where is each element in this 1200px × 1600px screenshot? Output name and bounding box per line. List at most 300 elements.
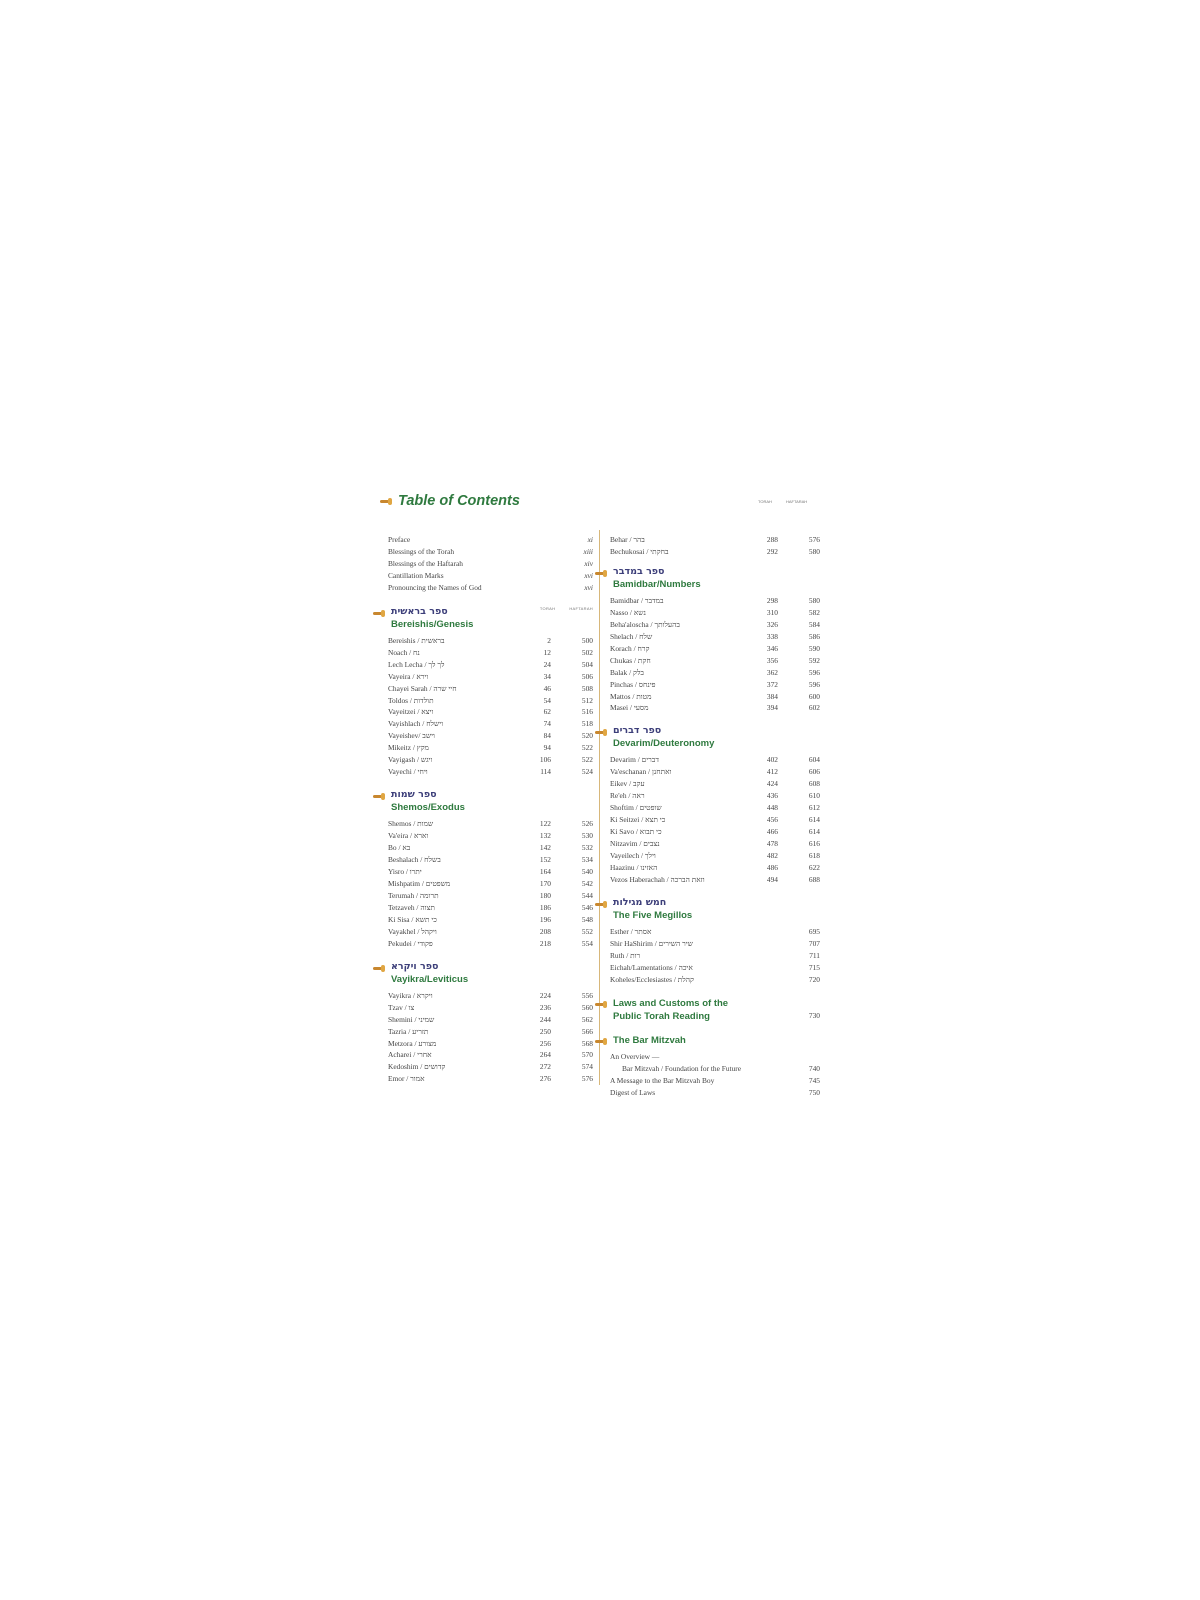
entry-torah-page: 482	[766, 851, 778, 861]
toc-entry	[388, 659, 593, 671]
entry-page: 745	[808, 1075, 820, 1085]
toc-entry	[388, 695, 593, 707]
entry-page: xiii	[583, 546, 593, 556]
toc-entry	[388, 902, 593, 914]
toc-entry	[388, 754, 593, 766]
toc-entry	[388, 558, 593, 570]
entry-page: xvi	[584, 582, 593, 592]
toc-entry	[610, 667, 820, 679]
toc-entry	[388, 914, 593, 926]
entry-name: Bo / בא	[388, 843, 411, 853]
section-english-title: Bereishis/Genesis	[391, 618, 474, 630]
entry-haftarah-page: 622	[808, 863, 820, 873]
toc-title	[380, 493, 520, 509]
haftarah-label: HAFTARAH	[569, 605, 593, 611]
toc-entry	[610, 655, 820, 667]
entry-torah-page: 402	[766, 755, 778, 765]
entry-rows	[388, 635, 593, 778]
section-numbers	[610, 566, 820, 715]
entry-name: Haazinu / האזינו	[610, 863, 658, 873]
entry-haftarah-page: 596	[808, 667, 820, 677]
toc-entry	[388, 842, 593, 854]
entry-torah-page: 62	[543, 707, 551, 717]
entry-haftarah-page: 568	[581, 1038, 593, 1048]
ornament-icon	[595, 1000, 609, 1008]
entry-torah-page: 276	[539, 1074, 551, 1084]
entry-name: Noach / נח	[388, 647, 420, 657]
entry-name: Beshalach / בשלח	[388, 855, 441, 865]
entry-haftarah-page: 608	[808, 779, 820, 789]
entry-torah-page: 46	[543, 683, 551, 693]
toc-entry	[610, 619, 820, 631]
section-laws	[610, 997, 820, 1023]
toc-entry	[610, 926, 820, 938]
toc-entry	[388, 938, 593, 950]
entry-torah-page: 362	[766, 667, 778, 677]
toc-entry	[388, 1038, 593, 1050]
entry-haftarah-page: 560	[581, 1002, 593, 1012]
entry-haftarah-page: 502	[581, 647, 593, 657]
entry-haftarah-page: 542	[581, 878, 593, 888]
entry-name: Re'eh / ראה	[610, 791, 645, 801]
section-hebrew-title: חמש מגילות	[613, 896, 667, 908]
entry-torah-page: 494	[766, 874, 778, 884]
right-column	[610, 530, 820, 1110]
entry-torah-page: 208	[539, 926, 551, 936]
toc-entry	[388, 818, 593, 830]
entry-haftarah-page: 504	[581, 659, 593, 669]
entry-torah-page: 244	[539, 1014, 551, 1024]
entry-haftarah-page: 544	[581, 890, 593, 900]
torah-label: TORAH	[758, 499, 772, 504]
entry-torah-page: 152	[539, 855, 551, 865]
entry-torah-page: 74	[543, 719, 551, 729]
entry-name: Nasso / נשא	[610, 607, 646, 617]
toc-entry	[388, 854, 593, 866]
entry-name: Vayeishev/ וישב	[388, 731, 435, 741]
section-head	[595, 566, 820, 591]
entry-name: Emor / אמור	[388, 1074, 425, 1084]
section-titles	[613, 897, 692, 922]
entry-name: Mishpatim / משפטים	[388, 878, 451, 888]
entry-haftarah-page: 590	[808, 643, 820, 653]
toc-entry	[388, 990, 593, 1002]
toc-entry	[388, 1061, 593, 1073]
bar-mitzvah-head	[595, 1034, 820, 1047]
toc-entry	[388, 878, 593, 890]
entry-torah-page: 478	[766, 839, 778, 849]
entry-haftarah-page: 530	[581, 831, 593, 841]
entry-torah-page: 170	[539, 878, 551, 888]
entry-page: xvi	[584, 570, 593, 580]
toc-entry	[388, 766, 593, 778]
section-exodus	[388, 789, 593, 949]
toc-entry	[610, 838, 820, 850]
entry-name: Behar / בהר	[610, 535, 645, 544]
entry-name: Mattos / מטות	[610, 691, 652, 701]
toc-entry	[388, 683, 593, 695]
section-titles	[613, 566, 701, 591]
toc-entry	[610, 1063, 820, 1075]
entry-name: Tetzaveh / תצוה	[388, 902, 435, 912]
entry-haftarah-page: 506	[581, 671, 593, 681]
entry-torah-page: 298	[766, 595, 778, 605]
toc-entry	[610, 938, 820, 950]
entry-haftarah-page: 616	[808, 839, 820, 849]
entry-haftarah-page: 586	[808, 631, 820, 641]
entry-rows	[388, 534, 593, 594]
section-head	[373, 789, 593, 814]
entry-haftarah-page: 534	[581, 855, 593, 865]
entry-haftarah-page: 522	[581, 755, 593, 765]
entry-name: Vayikra / ויקרא	[388, 990, 433, 1000]
entry-torah-page: 164	[539, 867, 551, 877]
entry-name: Chayei Sarah / חיי שרה	[388, 683, 457, 693]
entry-page: 750	[808, 1087, 820, 1097]
entry-torah-page: 338	[766, 631, 778, 641]
toc-entry	[610, 950, 820, 962]
entry-haftarah-page: 610	[808, 791, 820, 801]
entry-torah-page: 264	[539, 1050, 551, 1060]
laws-head	[595, 997, 820, 1023]
left-column	[388, 530, 593, 1096]
section-deuteronomy	[610, 725, 820, 885]
section-english-title: Vayikra/Leviticus	[391, 973, 469, 985]
toc-title-text: Table of Contents	[398, 493, 520, 509]
toc-entry	[610, 691, 820, 703]
entry-torah-page: 224	[539, 990, 551, 1000]
entry-torah-page: 2	[547, 635, 551, 645]
entry-name: Chukas / חקת	[610, 655, 651, 665]
entry-torah-page: 346	[766, 643, 778, 653]
torah-label: TORAH	[539, 605, 556, 611]
entry-name: Eichah/Lamentations / איכה	[610, 962, 693, 972]
entry-torah-page: 34	[543, 671, 551, 681]
toc-entry	[610, 534, 820, 546]
ornament-icon	[373, 792, 387, 800]
entry-name: Mikeitz / מקץ	[388, 743, 429, 753]
section-genesis	[388, 606, 593, 778]
entry-name: Vayigash / ויגש	[388, 755, 433, 765]
entry-torah-page: 114	[540, 767, 551, 777]
entry-name: Preface	[388, 535, 411, 544]
entry-rows	[388, 818, 593, 949]
toc-entry	[388, 1073, 593, 1085]
entry-name: Nitzavim / נצבים	[610, 839, 660, 849]
section-hebrew-title: ספר ויקרא	[391, 960, 439, 972]
entry-page: xiv	[584, 558, 593, 568]
entry-name: Shoftim / שופטים	[610, 803, 662, 813]
section-english-title: The Five Megillos	[613, 909, 693, 921]
entry-rows	[610, 534, 820, 558]
entry-haftarah-page: 512	[581, 695, 593, 705]
entry-torah-page: 272	[539, 1062, 551, 1072]
section-english-title: Shemos/Exodus	[391, 802, 465, 814]
entry-haftarah-page: 554	[581, 938, 593, 948]
entry-name: Lech Lecha / לך לך	[388, 659, 445, 669]
entry-torah-page: 250	[539, 1026, 551, 1036]
entry-page	[778, 1051, 820, 1063]
toc-entry	[388, 671, 593, 683]
toc-entry	[388, 534, 593, 546]
entry-torah-page: 394	[766, 703, 778, 713]
section-hebrew-title: ספר בראשית	[391, 605, 448, 617]
entry-name: Terumah / תרומה	[388, 890, 439, 900]
bar-mitzvah-title: The Bar Mitzvah	[613, 1034, 686, 1046]
toc-entry	[610, 802, 820, 814]
toc-entry	[610, 679, 820, 691]
entry-haftarah-page: 570	[581, 1050, 593, 1060]
entry-rows	[610, 595, 820, 715]
toc-entry	[610, 1051, 820, 1063]
entry-haftarah-page: 592	[808, 655, 820, 665]
entry-torah-page: 180	[539, 890, 551, 900]
toc-entry	[610, 546, 820, 558]
toc-entry	[610, 874, 820, 886]
entry-haftarah-page: 584	[808, 619, 820, 629]
ornament-icon	[373, 964, 387, 972]
section-hebrew-title: ספר דברים	[613, 725, 662, 737]
entry-haftarah-page: 618	[808, 851, 820, 861]
toc-entry	[610, 607, 820, 619]
entry-name: Ki Sisa / כי תשא	[388, 914, 437, 924]
entry-name: Va'eschanan / ואתחנן	[610, 767, 672, 777]
entry-torah-page: 142	[539, 843, 551, 853]
entry-haftarah-page: 600	[808, 691, 820, 701]
section-hebrew-title: ספר במדבר	[613, 565, 665, 577]
toc-entry	[388, 635, 593, 647]
entry-haftarah-page: 602	[808, 703, 820, 713]
entry-haftarah-page: 566	[581, 1026, 593, 1036]
toc-entry	[388, 730, 593, 742]
section-titles	[613, 725, 714, 750]
entry-name: Bereishis / בראשית	[388, 635, 445, 645]
leviticus-continued	[610, 534, 820, 558]
entry-rows	[610, 926, 820, 986]
toc-entry	[388, 1026, 593, 1038]
ornament-icon	[380, 497, 394, 505]
entry-torah-page: 372	[766, 679, 778, 689]
entry-name: Vayechi / ויחי	[388, 767, 428, 777]
column-labels	[540, 606, 593, 611]
toc-entry	[388, 866, 593, 878]
ornament-icon	[595, 1037, 609, 1045]
entry-name: Vayakhel / ויקהל	[388, 926, 437, 936]
entry-torah-page: 196	[539, 914, 551, 924]
toc-page	[380, 475, 840, 1115]
entry-torah-page: 292	[766, 546, 778, 556]
toc-entry	[388, 890, 593, 902]
entry-haftarah-page: 612	[808, 803, 820, 813]
entry-torah-page: 466	[766, 827, 778, 837]
entry-name: Pinchas / פינחס	[610, 679, 656, 689]
entry-haftarah-page: 508	[581, 683, 593, 693]
section-titles	[391, 606, 473, 631]
entry-haftarah-page: 574	[581, 1062, 593, 1072]
entry-torah-page: 122	[539, 819, 551, 829]
toc-entry	[388, 706, 593, 718]
entry-name: A Message to the Bar Mitzvah Boy	[610, 1075, 715, 1085]
toc-entry	[610, 778, 820, 790]
entry-torah-page: 106	[539, 755, 551, 765]
entry-name: Ki Savo / כי תבוא	[610, 827, 662, 837]
toc-entry	[610, 702, 820, 714]
entry-name: Vayeira / וירא	[388, 671, 429, 681]
section-head	[595, 897, 820, 922]
section-megillos	[610, 897, 820, 986]
ornament-icon	[595, 900, 609, 908]
entry-torah-page: 236	[539, 1002, 551, 1012]
entry-name: Yisro / יתרו	[388, 867, 422, 877]
entry-haftarah-page: 552	[581, 926, 593, 936]
entry-name: Koheles/Ecclesiastes / קהלת	[610, 974, 694, 984]
toc-entry	[388, 718, 593, 730]
section-bar-mitzvah	[610, 1034, 820, 1099]
entry-name: Shemos / שמות	[388, 819, 434, 829]
toc-entry	[610, 790, 820, 802]
entry-haftarah-page: 500	[581, 635, 593, 645]
entry-page: 740	[808, 1063, 820, 1073]
entry-haftarah-page: 546	[581, 902, 593, 912]
entry-name: Cantillation Marks	[388, 570, 444, 580]
entry-name: Metzora / מצורע	[388, 1038, 437, 1048]
entry-page: 720	[808, 974, 820, 984]
entry-haftarah-page: 524	[581, 767, 593, 777]
entry-name: Pekudei / פקודי	[388, 938, 433, 948]
entry-name: An Overview —	[610, 1051, 660, 1061]
entry-torah-page: 310	[766, 607, 778, 617]
ornament-icon	[595, 569, 609, 577]
entry-torah-page: 412	[766, 767, 778, 777]
entry-name: Pronouncing the Names of God	[388, 582, 482, 592]
entry-name: Bar Mitzvah / Foundation for the Future	[622, 1063, 742, 1073]
toc-entry	[388, 647, 593, 659]
entry-name: Vezos Haberachah / וזאת הברכה	[610, 874, 705, 884]
entry-name: Kedoshim / קדושים	[388, 1062, 446, 1072]
toc-entry	[388, 1049, 593, 1061]
ornament-icon	[595, 728, 609, 736]
entry-name: Korach / קרח	[610, 643, 650, 653]
toc-entry	[610, 862, 820, 874]
entry-torah-page: 356	[766, 655, 778, 665]
entry-torah-page: 84	[543, 731, 551, 741]
entry-haftarah-page: 606	[808, 767, 820, 777]
toc-entry	[610, 766, 820, 778]
entry-name: Esther / אסתר	[610, 926, 652, 936]
toc-entry	[610, 1087, 820, 1099]
entry-name: Bechukosai / בחקתי	[610, 546, 669, 556]
toc-entry	[610, 754, 820, 766]
laws-page: 730	[808, 1010, 820, 1020]
entry-page: xi	[587, 535, 593, 544]
ornament-icon	[373, 609, 387, 617]
right-column-labels	[758, 499, 807, 504]
entry-page: 715	[808, 962, 820, 972]
entry-name: Ruth / רות	[610, 950, 641, 960]
section-head	[373, 961, 593, 986]
entry-name: Va'eira / וארא	[388, 831, 429, 841]
entry-haftarah-page: 614	[808, 827, 820, 837]
entry-haftarah-page: 520	[581, 731, 593, 741]
entry-torah-page: 186	[539, 902, 551, 912]
toc-entry	[610, 974, 820, 986]
entry-rows	[388, 990, 593, 1086]
entry-torah-page: 218	[539, 938, 551, 948]
entry-name: Digest of Laws	[610, 1087, 656, 1097]
toc-entry	[388, 1014, 593, 1026]
entry-name: Blessings of the Haftarah	[388, 558, 463, 568]
section-titles	[391, 789, 465, 814]
entry-name: Tzav / צו	[388, 1002, 415, 1012]
entry-torah-page: 326	[766, 619, 778, 629]
toc-entry	[610, 826, 820, 838]
toc-entry	[610, 595, 820, 607]
toc-entry	[388, 742, 593, 754]
entry-haftarah-page: 556	[581, 990, 593, 1000]
entry-torah-page: 436	[766, 791, 778, 801]
toc-entry	[388, 1002, 593, 1014]
entry-name: Balak / בלק	[610, 667, 644, 677]
entry-torah-page: 424	[766, 779, 778, 789]
toc-entry	[610, 1075, 820, 1087]
front-matter	[388, 534, 593, 594]
entry-name: Blessings of the Torah	[388, 546, 455, 556]
toc-entry	[610, 814, 820, 826]
section-english-title: Devarim/Deuteronomy	[613, 738, 715, 750]
entry-torah-page: 132	[539, 831, 551, 841]
section-leviticus	[388, 961, 593, 1086]
section-hebrew-title: ספר שמות	[391, 789, 437, 801]
entry-haftarah-page: 548	[581, 914, 593, 924]
entry-torah-page: 256	[539, 1038, 551, 1048]
entry-name: Masei / מסעי	[610, 703, 649, 713]
entry-haftarah-page: 604	[808, 755, 820, 765]
entry-page: 695	[808, 926, 820, 936]
entry-haftarah-page: 562	[581, 1014, 593, 1024]
entry-torah-page: 486	[766, 863, 778, 873]
toc-entry	[388, 926, 593, 938]
entry-torah-page: 24	[543, 659, 551, 669]
bar-mitzvah-rows	[610, 1051, 820, 1099]
entry-name: Shelach / שלח	[610, 631, 653, 641]
entry-torah-page: 456	[766, 815, 778, 825]
entry-name: Devarim / דברים	[610, 755, 659, 765]
entry-name: Shir HaShirim / שיר השירים	[610, 938, 693, 948]
toc-entry	[610, 962, 820, 974]
entry-name: Eikev / עקב	[610, 779, 645, 789]
entry-name: Beha'aloscha / בהעלותך	[610, 619, 680, 629]
toc-entry	[610, 643, 820, 655]
entry-haftarah-page: 688	[808, 874, 820, 884]
section-head	[595, 725, 820, 750]
toc-entry	[388, 830, 593, 842]
entry-name: Bamidbar / במדבר	[610, 595, 664, 605]
section-english-title: Bamidbar/Numbers	[613, 578, 701, 590]
haftarah-label: HAFTARAH	[785, 499, 808, 504]
entry-torah-page: 288	[766, 535, 778, 544]
section-titles	[391, 961, 468, 986]
entry-torah-page: 54	[543, 695, 551, 705]
entry-haftarah-page: 516	[581, 707, 593, 717]
entry-name: Shemini / שמיני	[388, 1014, 435, 1024]
entry-torah-page: 12	[543, 647, 551, 657]
entry-name: Tazria / תזריע	[388, 1026, 429, 1036]
entry-name: Vayishlach / וישלח	[388, 719, 444, 729]
entry-name: Ki Seitzei / כי תצא	[610, 815, 666, 825]
entry-haftarah-page: 532	[581, 843, 593, 853]
entry-name: Vayeitzei / ויצא	[388, 707, 434, 717]
entry-page: 711	[809, 950, 820, 960]
